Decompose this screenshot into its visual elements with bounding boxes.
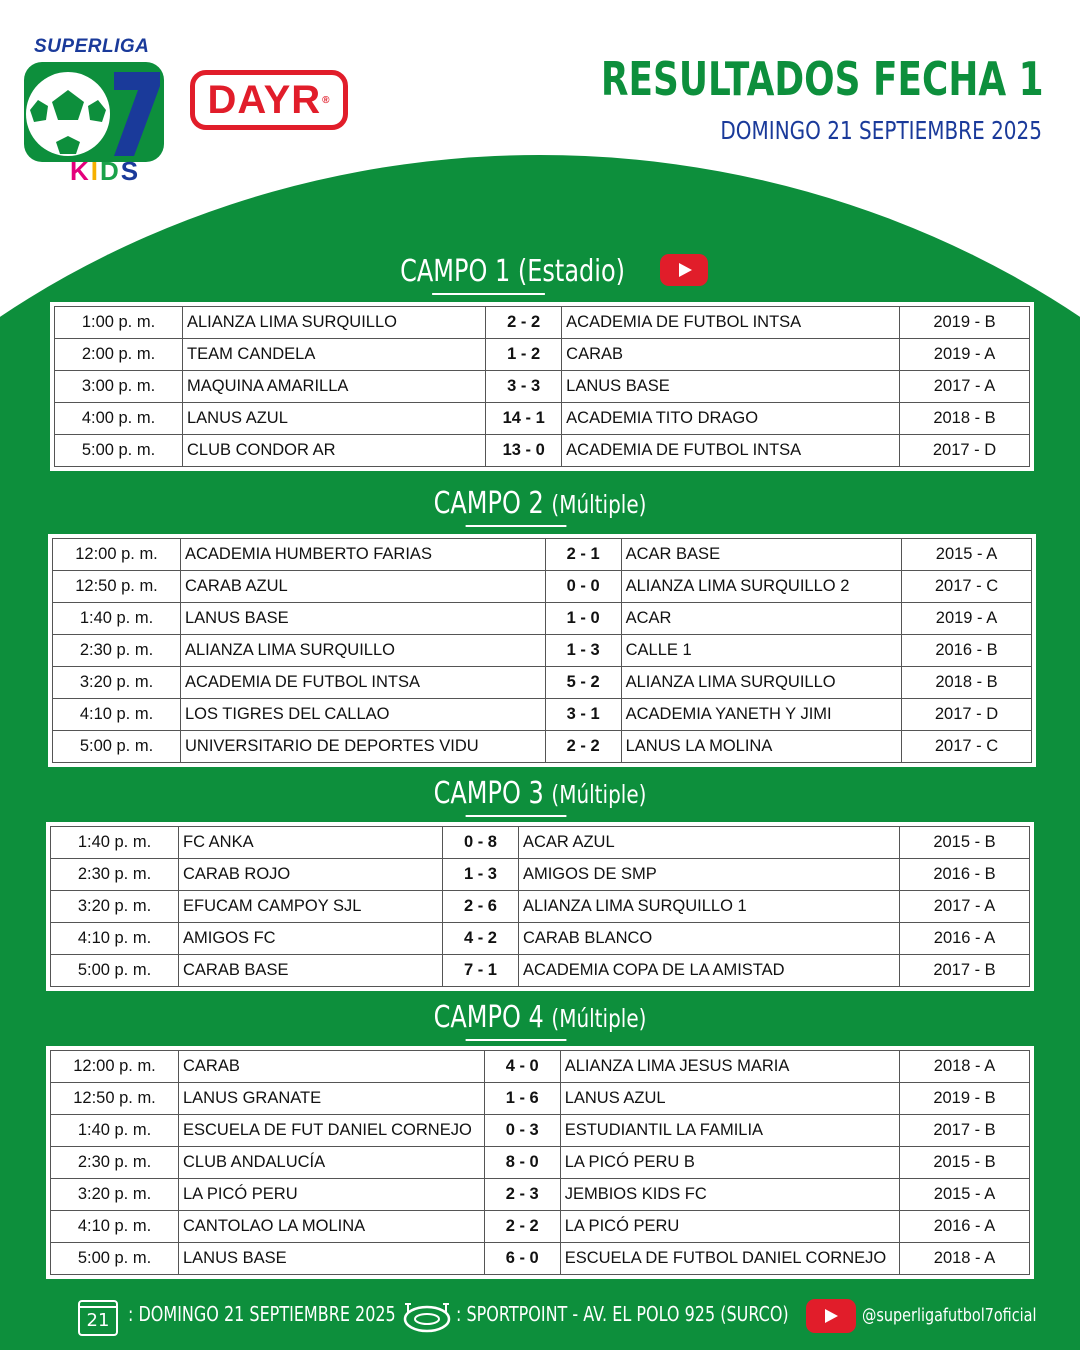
youtube-icon[interactable] <box>660 254 708 286</box>
campo-name: CAMPO 4 <box>433 1000 544 1035</box>
match-category: 2019 - B <box>900 1083 1030 1115</box>
away-team: ACADEMIA TITO DRAGO <box>562 403 900 435</box>
away-team: ALIANZA LIMA JESUS MARIA <box>560 1051 899 1083</box>
campo-name: CAMPO 2 <box>433 486 544 521</box>
home-team: TEAM CANDELA <box>183 339 486 371</box>
home-team: LANUS AZUL <box>183 403 486 435</box>
campo-title <box>0 1000 1080 1035</box>
match-score: 8 - 0 <box>484 1147 560 1179</box>
title-underline <box>466 525 567 527</box>
table-row <box>55 307 1030 339</box>
match-score: 0 - 3 <box>484 1115 560 1147</box>
match-category: 2017 - D <box>900 435 1030 467</box>
match-score: 6 - 0 <box>484 1243 560 1275</box>
superliga-text: SUPERLIGA <box>34 36 150 57</box>
match-time: 4:10 p. m. <box>53 699 181 731</box>
away-team: LANUS AZUL <box>560 1083 899 1115</box>
match-score: 13 - 0 <box>486 435 562 467</box>
match-category: 2016 - A <box>900 923 1030 955</box>
match-score: 2 - 3 <box>484 1179 560 1211</box>
match-time: 5:00 p. m. <box>53 731 181 763</box>
campo-name: CAMPO 1 <box>400 254 511 289</box>
dayr-text: DAYR <box>207 77 322 122</box>
title-underline <box>433 293 546 295</box>
match-category: 2015 - B <box>900 1147 1030 1179</box>
match-category: 2017 - C <box>902 731 1032 763</box>
home-team: ACADEMIA HUMBERTO FARIAS <box>181 539 546 571</box>
home-team: ALIANZA LIMA SURQUILLO <box>181 635 546 667</box>
match-score: 2 - 1 <box>545 539 621 571</box>
match-score: 1 - 0 <box>545 603 621 635</box>
match-time: 2:30 p. m. <box>51 859 179 891</box>
table-row <box>53 667 1032 699</box>
kids-text <box>70 156 140 187</box>
campo-title <box>0 776 1080 811</box>
away-team: LANUS LA MOLINA <box>621 731 901 763</box>
footer <box>0 1290 1080 1350</box>
match-score: 1 - 3 <box>442 859 518 891</box>
results-table <box>48 534 1036 767</box>
match-score: 3 - 3 <box>486 371 562 403</box>
away-team: ALIANZA LIMA SURQUILLO <box>621 667 901 699</box>
kids-letter: D <box>100 156 121 186</box>
match-score: 2 - 6 <box>442 891 518 923</box>
match-time: 2:30 p. m. <box>53 635 181 667</box>
match-time: 2:00 p. m. <box>55 339 183 371</box>
social-handle[interactable]: @superligafutbol7oficial <box>862 1305 1037 1326</box>
match-time: 2:30 p. m. <box>51 1147 179 1179</box>
match-time: 1:40 p. m. <box>51 1115 179 1147</box>
match-time: 5:00 p. m. <box>55 435 183 467</box>
match-time: 3:00 p. m. <box>55 371 183 403</box>
match-time: 12:50 p. m. <box>53 571 181 603</box>
home-team: CARAB BASE <box>179 955 443 987</box>
campo-type: (Estadio) <box>518 254 626 289</box>
home-team: ACADEMIA DE FUTBOL INTSA <box>181 667 546 699</box>
match-category: 2019 - A <box>900 339 1030 371</box>
match-score: 5 - 2 <box>545 667 621 699</box>
match-time: 12:00 p. m. <box>53 539 181 571</box>
match-category: 2018 - B <box>902 667 1032 699</box>
dayr-registered-mark: ® <box>322 94 331 106</box>
match-category: 2017 - B <box>900 955 1030 987</box>
home-team: LANUS GRANATE <box>179 1083 485 1115</box>
match-score: 1 - 6 <box>484 1083 560 1115</box>
campo-type: (Múltiple) <box>551 1004 647 1033</box>
home-team: LA PICÓ PERU <box>179 1179 485 1211</box>
campo-title <box>0 254 1080 289</box>
title-underline <box>466 1039 567 1041</box>
away-team: ACAR BASE <box>621 539 901 571</box>
match-category: 2015 - A <box>902 539 1032 571</box>
table-row <box>55 403 1030 435</box>
match-time: 12:50 p. m. <box>51 1083 179 1115</box>
home-team: AMIGOS FC <box>179 923 443 955</box>
match-time: 5:00 p. m. <box>51 1243 179 1275</box>
away-team: CARAB BLANCO <box>518 923 899 955</box>
match-category: 2015 - B <box>900 827 1030 859</box>
home-team: MAQUINA AMARILLA <box>183 371 486 403</box>
away-team: ESCUELA DE FUTBOL DANIEL CORNEJO <box>560 1243 899 1275</box>
away-team: ACAR <box>621 603 901 635</box>
match-time: 1:40 p. m. <box>51 827 179 859</box>
match-time: 3:20 p. m. <box>51 891 179 923</box>
match-time: 3:20 p. m. <box>53 667 181 699</box>
kids-letter: I <box>90 156 101 186</box>
match-score: 14 - 1 <box>486 403 562 435</box>
match-score: 3 - 1 <box>545 699 621 731</box>
home-team: CARAB <box>179 1051 485 1083</box>
home-team: FC ANKA <box>179 827 443 859</box>
campo-name: CAMPO 3 <box>433 776 544 811</box>
match-score: 4 - 0 <box>484 1051 560 1083</box>
home-team: CARAB ROJO <box>179 859 443 891</box>
match-category: 2017 - A <box>900 891 1030 923</box>
away-team: ACADEMIA YANETH Y JIMI <box>621 699 901 731</box>
match-category: 2016 - B <box>902 635 1032 667</box>
away-team: LA PICÓ PERU B <box>560 1147 899 1179</box>
title-underline <box>466 815 567 817</box>
table-row <box>53 635 1032 667</box>
youtube-icon[interactable] <box>806 1299 856 1333</box>
match-time: 5:00 p. m. <box>51 955 179 987</box>
match-category: 2018 - B <box>900 403 1030 435</box>
match-time: 4:10 p. m. <box>51 1211 179 1243</box>
away-team: CARAB <box>562 339 900 371</box>
home-team: CANTOLAO LA MOLINA <box>179 1211 485 1243</box>
table-row <box>53 603 1032 635</box>
table-row <box>53 731 1032 763</box>
match-category: 2017 - B <box>900 1115 1030 1147</box>
results-table <box>50 302 1034 471</box>
match-score: 2 - 2 <box>486 307 562 339</box>
results-table <box>46 822 1034 991</box>
table-row <box>51 1211 1030 1243</box>
table-row <box>51 859 1030 891</box>
table-row <box>51 1179 1030 1211</box>
away-team: ALIANZA LIMA SURQUILLO 2 <box>621 571 901 603</box>
match-category: 2018 - A <box>900 1051 1030 1083</box>
home-team: EFUCAM CAMPOY SJL <box>179 891 443 923</box>
home-team: LOS TIGRES DEL CALLAO <box>181 699 546 731</box>
kids-letter: K <box>70 156 91 186</box>
match-score: 0 - 8 <box>442 827 518 859</box>
dayr-logo <box>190 70 348 130</box>
away-team: JEMBIOS KIDS FC <box>560 1179 899 1211</box>
match-category: 2015 - A <box>900 1179 1030 1211</box>
away-team: ALIANZA LIMA SURQUILLO 1 <box>518 891 899 923</box>
match-category: 2017 - D <box>902 699 1032 731</box>
away-team: ESTUDIANTIL LA FAMILIA <box>560 1115 899 1147</box>
away-team: AMIGOS DE SMP <box>518 859 899 891</box>
away-team: CALLE 1 <box>621 635 901 667</box>
match-score: 0 - 0 <box>545 571 621 603</box>
match-time: 4:10 p. m. <box>51 923 179 955</box>
page-date: DOMINGO 21 SEPTIEMBRE 2025 <box>720 116 1042 145</box>
table-row <box>51 827 1030 859</box>
table-row <box>51 1243 1030 1275</box>
table-row <box>53 699 1032 731</box>
home-team: CLUB ANDALUCÍA <box>179 1147 485 1179</box>
seven-mark: 7 <box>140 130 141 131</box>
table-row <box>53 571 1032 603</box>
match-score: 1 - 3 <box>545 635 621 667</box>
table-row <box>51 923 1030 955</box>
table-row <box>53 539 1032 571</box>
table-row <box>51 1115 1030 1147</box>
table-row <box>51 1147 1030 1179</box>
match-category: 2019 - A <box>902 603 1032 635</box>
home-team: CLUB CONDOR AR <box>183 435 486 467</box>
kids-letter: S <box>120 156 141 186</box>
home-team: ALIANZA LIMA SURQUILLO <box>183 307 486 339</box>
campo-type: (Múltiple) <box>551 490 647 519</box>
match-category: 2018 - A <box>900 1243 1030 1275</box>
match-time: 3:20 p. m. <box>51 1179 179 1211</box>
home-team: CARAB AZUL <box>181 571 546 603</box>
match-category: 2019 - B <box>900 307 1030 339</box>
away-team: ACADEMIA DE FUTBOL INTSA <box>562 435 900 467</box>
away-team: LANUS BASE <box>562 371 900 403</box>
match-time: 12:00 p. m. <box>51 1051 179 1083</box>
campo-title <box>0 486 1080 521</box>
campo-type: (Múltiple) <box>551 780 647 809</box>
match-time: 1:40 p. m. <box>53 603 181 635</box>
away-team: LA PICÓ PERU <box>560 1211 899 1243</box>
table-row <box>51 1083 1030 1115</box>
match-time: 4:00 p. m. <box>55 403 183 435</box>
match-score: 1 - 2 <box>486 339 562 371</box>
results-table <box>46 1046 1034 1279</box>
match-time: 1:00 p. m. <box>55 307 183 339</box>
away-team: ACAR AZUL <box>518 827 899 859</box>
home-team: ESCUELA DE FUT DANIEL CORNEJO <box>179 1115 485 1147</box>
away-team: ACADEMIA COPA DE LA AMISTAD <box>518 955 899 987</box>
calendar-day: 21 <box>86 1310 110 1331</box>
match-category: 2017 - A <box>900 371 1030 403</box>
home-team: LANUS BASE <box>179 1243 485 1275</box>
away-team: ACADEMIA DE FUTBOL INTSA <box>562 307 900 339</box>
match-score: 2 - 2 <box>484 1211 560 1243</box>
match-category: 2017 - C <box>902 571 1032 603</box>
footer-venue: : SPORTPOINT - AV. EL POLO 925 (SURCO) <box>456 1302 789 1326</box>
match-category: 2016 - A <box>900 1211 1030 1243</box>
home-team: UNIVERSITARIO DE DEPORTES VIDU <box>181 731 546 763</box>
calendar-icon <box>78 1300 118 1336</box>
footer-date: : DOMINGO 21 SEPTIEMBRE 2025 <box>128 1302 396 1326</box>
match-category: 2016 - B <box>900 859 1030 891</box>
table-row <box>51 891 1030 923</box>
soccer-ball-seven-icon <box>22 60 166 164</box>
match-score: 4 - 2 <box>442 923 518 955</box>
table-row <box>55 435 1030 467</box>
table-row <box>55 371 1030 403</box>
match-score: 7 - 1 <box>442 955 518 987</box>
table-row <box>51 955 1030 987</box>
table-row <box>55 339 1030 371</box>
table-row <box>51 1051 1030 1083</box>
superliga-logo <box>20 36 170 186</box>
page-title: RESULTADOS FECHA 1 <box>601 52 1044 106</box>
match-score: 2 - 2 <box>545 731 621 763</box>
stadium-icon <box>402 1300 452 1334</box>
home-team: LANUS BASE <box>181 603 546 635</box>
